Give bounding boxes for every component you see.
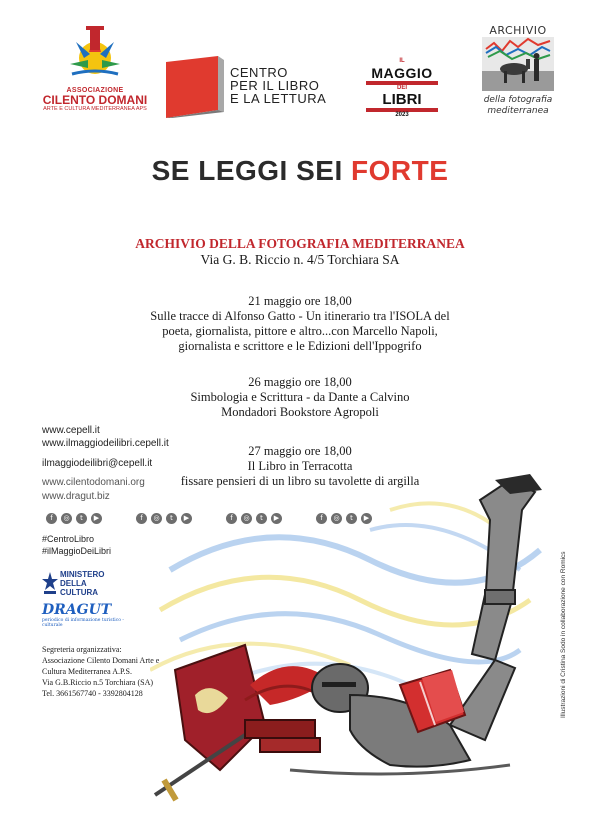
segreteria-line: Tel. 3661567740 - 3392804128 — [42, 689, 143, 698]
facebook-icon[interactable]: f — [136, 513, 147, 524]
maggio-year: 2023 — [395, 112, 409, 118]
maggio-word: MAGGIO — [371, 65, 433, 81]
maggio-dei: DEI — [396, 85, 407, 91]
website-link[interactable]: www.dragut.biz — [42, 491, 110, 502]
event-line: giornalista e scrittore e le Edizioni dell'Ippogrifo — [178, 339, 422, 353]
hashtag: #ilMaggioDeiLibri — [42, 546, 112, 556]
segreteria-line: Segreteria organizzativa: — [42, 645, 122, 654]
dragut-name: DRAGUT — [42, 602, 112, 618]
social-group-1 — [46, 507, 106, 521]
instagram-icon[interactable]: ◎ — [61, 513, 72, 524]
cilento-name: CILENTO DOMANI — [42, 93, 148, 107]
archivio-line1: della fotografia — [483, 95, 553, 105]
venue-block — [0, 236, 600, 268]
facebook-icon[interactable]: f — [226, 513, 237, 524]
centro-line2: PER IL LIBRO — [230, 78, 320, 93]
headline-part1: SE LEGGI SEI — [151, 155, 352, 186]
venue-address: Via G. B. Riccio n. 4/5 Torchiara SA — [200, 252, 400, 267]
youtube-icon[interactable]: ▶ — [181, 513, 192, 524]
photo-horse-icon — [482, 37, 554, 91]
ministero-line2: DELLA — [60, 579, 87, 588]
website-link[interactable]: www.cilentodomani.org — [42, 477, 145, 488]
cilento-tagline: ARTE E CULTURA MEDITERRANEA APS — [43, 106, 147, 112]
centro-label — [230, 66, 326, 105]
page-title — [0, 155, 600, 187]
venue-name: ARCHIVIO DELLA FOTOGRAFIA MEDITERRANEA — [135, 236, 465, 251]
maggio-libri: LIBRI — [382, 91, 422, 108]
event-date: 27 maggio ore 18,00 — [248, 444, 352, 458]
logo-cilento-domani — [40, 24, 150, 120]
twitter-icon[interactable]: t — [166, 513, 177, 524]
logo-archivio-fotografia — [478, 24, 558, 132]
logo-ministero-cultura — [42, 570, 132, 596]
email-link[interactable]: ilmaggiodeilibri@cepell.it — [42, 458, 153, 469]
segreteria-line: Via G.B.Riccio n.5 Torchiara (SA) — [42, 678, 154, 687]
centro-line3: E LA LETTURA — [230, 91, 327, 106]
instagram-icon[interactable]: ◎ — [151, 513, 162, 524]
star-emblem-icon — [42, 572, 58, 594]
ministero-line1: MINISTERO — [60, 570, 105, 579]
ministero-line3: CULTURA — [60, 588, 99, 597]
event-line: Sulle tracce di Alfonso Gatto - Un itinerario tra l'ISOLA del — [150, 309, 450, 323]
event-date: 21 maggio ore 18,00 — [248, 294, 352, 308]
logo-dragut — [42, 602, 132, 630]
book-stack-icon — [160, 56, 224, 118]
twitter-icon[interactable]: t — [346, 513, 357, 524]
event-line: fissare pensieri di un libro su tavolette di argilla — [180, 474, 420, 488]
event-line: Mondadori Bookstore Agropoli — [221, 405, 379, 419]
dragut-subtitle: periodico di informazione turistico - culturale — [42, 618, 124, 628]
segreteria-line: Cultura Mediterranea A.P.S. — [42, 667, 132, 676]
event-line: poeta, giornalista, pittore e altro...con Marcello Napoli, — [162, 324, 438, 338]
youtube-icon[interactable]: ▶ — [361, 513, 372, 524]
facebook-icon[interactable]: f — [46, 513, 57, 524]
headline-part2: FORTE — [351, 155, 449, 186]
logo-maggio-dei-libri — [366, 58, 438, 122]
event-line: Il Libro in Terracotta — [247, 459, 353, 473]
youtube-icon[interactable]: ▶ — [271, 513, 282, 524]
event-date: 26 maggio ore 18,00 — [248, 375, 352, 389]
ministero-label — [60, 570, 104, 597]
hashtag: #CentroLibro — [42, 534, 95, 544]
instagram-icon[interactable]: ◎ — [241, 513, 252, 524]
event-2 — [100, 375, 500, 420]
website-link[interactable]: www.ilmaggiodeilibri.cepell.it — [42, 438, 169, 449]
archivio-title: ARCHIVIO — [489, 24, 547, 37]
logo-centro-libro — [160, 56, 350, 126]
instagram-icon[interactable]: ◎ — [331, 513, 342, 524]
event-line: Simbologia e Scrittura - da Dante a Calvino — [190, 390, 410, 404]
archivio-line2: mediterranea — [487, 106, 549, 116]
youtube-icon[interactable]: ▶ — [91, 513, 102, 524]
event-1 — [100, 294, 500, 354]
sun-column-icon — [60, 24, 130, 82]
illustration-credit — [560, 528, 572, 718]
centro-line1: CENTRO — [230, 65, 288, 80]
maggio-il: IL — [399, 58, 405, 64]
website-link[interactable]: www.cepell.it — [42, 425, 100, 436]
facebook-icon[interactable]: f — [316, 513, 327, 524]
twitter-icon[interactable]: t — [256, 513, 267, 524]
twitter-icon[interactable]: t — [76, 513, 87, 524]
knight-reading-illustration — [150, 470, 550, 820]
credit-text: Illustrazioni di Cristina Sodo in collaborazione con Romics — [560, 551, 567, 718]
segreteria-line: Associazione Cilento Domani Arte e — [42, 656, 160, 665]
cilento-small-label: ASSOCIAZIONE — [66, 87, 124, 94]
